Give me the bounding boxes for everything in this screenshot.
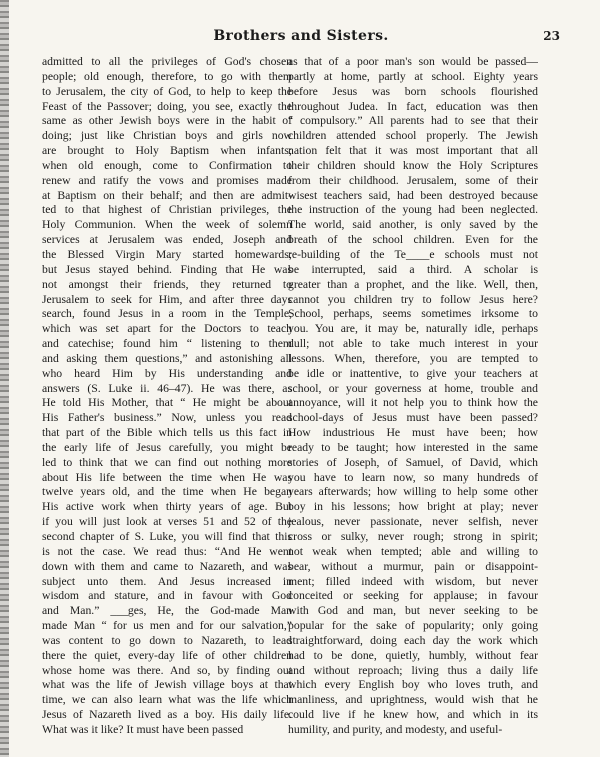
text-line: partly at home, partly at school. Eighty years	[288, 69, 538, 83]
text-line: be interrupted, said a third. A scholar is	[288, 262, 538, 276]
text-line: doing; just like Christian boys and girls now	[42, 129, 292, 143]
page-header	[42, 24, 560, 50]
text-line: that part of the Bible which tells us this fact in	[42, 426, 292, 440]
text-line: second chapter of S. Luke, you will find that this	[42, 530, 292, 543]
text-line: He told His Mother, that “ He might be about	[42, 396, 292, 410]
text-line: the early life of Jesus carefully, you might be	[42, 440, 292, 454]
text-line: years afterwards; how willing to help some other	[288, 485, 538, 499]
text-line: ment; filled indeed with wisdom, but never	[288, 574, 538, 588]
text-line: which every English boy who loves truth, and	[288, 678, 538, 692]
text-line: about His life between the time when He was	[42, 470, 292, 484]
text-line: whose home was there. And so, by finding out	[42, 663, 292, 677]
text-line: which was set apart for the Doctors to teach	[42, 322, 292, 336]
text-line: not amongst their friends, they returned to	[42, 277, 292, 291]
text-line: twelve years old, and the time when He began	[42, 485, 292, 499]
text-line: annoyance, will it not help you to think how the	[288, 396, 538, 410]
text-line: popular for the sake of popularity; only going	[288, 619, 538, 633]
text-line: cannot you children try to follow Jesus here?	[288, 292, 538, 306]
text-line: from their childhood. Jerusalem, some of their	[288, 173, 538, 187]
text-line: dull; not able to take much interest in your	[288, 337, 538, 351]
text-line: and Man.” ___ges, He, the God-made Man	[42, 604, 292, 618]
text-line: with God and man, but never seeking to be	[288, 604, 538, 618]
text-line: before Jesus was born schools flourished	[288, 84, 538, 98]
text-line: if you will just look at verses 51 and 52 of the	[42, 515, 292, 529]
text-line: children attended school properly. The Jewish	[288, 129, 538, 143]
text-line: you have to learn now, so many hundreds of	[288, 470, 538, 484]
text-line: straightforward, doing each day the work which	[288, 633, 538, 647]
text-line: greater than a prophet, and the like. Well, then,	[288, 277, 538, 291]
text-line: conceited or seeking for applause; in favour	[288, 589, 538, 603]
text-line: at Baptism on their behalf; and then are admit-	[42, 188, 292, 202]
text-line: Feast of the Passover; doing, you see, exactly the	[42, 99, 292, 113]
text-line: School, perhaps, seems sometimes irksome to	[288, 307, 538, 321]
text-line: but Jesus stayed behind. Finding that He was	[42, 262, 292, 276]
text-line: is not the case. We read thus: “And He went	[42, 544, 292, 558]
text-line: and catechise; found him “ listening to them	[42, 337, 292, 351]
text-line: their children should know the Holy Scriptures	[288, 158, 538, 172]
text-line: What was it like? It must have been passed	[42, 722, 244, 736]
text-line: How industrious He must have been; how	[288, 426, 538, 440]
text-line: who heard Him by His understanding and	[42, 366, 292, 380]
text-line: not weak when tempted; able and willing to	[288, 544, 538, 558]
right-text-column	[288, 55, 538, 738]
text-line: bear, without a murmur, pain or disappoint-	[288, 559, 538, 573]
text-line: was content to go down to Nazareth, to lead	[42, 633, 292, 647]
text-line: Holy Communion. When the week of solemn	[42, 218, 292, 232]
text-line: the Blessed Virgin Mary started homewards;	[42, 247, 292, 261]
text-line: boy in his lessons; how bright at play; never	[288, 500, 538, 514]
text-line: made Man “ for us men and for our salvation,”	[42, 619, 292, 633]
text-line: you. You are, it may be, naturally idle, perhaps	[288, 322, 538, 336]
text-line: jealous, never passionate, never selfish, never	[288, 515, 538, 529]
text-line: down with them and came to Nazareth, and was	[42, 559, 292, 573]
page-number: 23	[543, 29, 560, 43]
text-line: time, we can also learn what was the life which	[42, 693, 292, 707]
text-line: cross or sulky, never rough; strong in spirit;	[288, 530, 538, 543]
text-line: search, found Jesus in a room in the Temple,	[42, 307, 292, 321]
text-line: “ compulsory.” All parents had to see that their	[288, 114, 538, 128]
text-line: wisest teachers said, had been destroyed because	[288, 188, 538, 202]
text-line: manliness, and uprightness, would wish that he	[288, 693, 538, 707]
text-line: wisdom and stature, and in favour with God	[42, 589, 292, 603]
text-line: and asking them questions,” and astonishing all	[42, 351, 292, 365]
text-line: led to think that we can find out nothing more	[42, 455, 292, 469]
text-line: answers (S. Luke ii. 46–47). He was there, as	[42, 381, 292, 395]
text-line: when old enough, come to Confirmation to	[42, 158, 292, 172]
text-line: could live if he knew how, and which in its	[288, 708, 538, 722]
text-line: school-days of Jesus must have been passed?	[288, 411, 538, 425]
text-line: be idle or inattentive, to give your teachers at	[288, 366, 538, 380]
text-line: admitted to all the privileges of God's chosen	[42, 55, 292, 68]
left-text-column	[42, 55, 292, 738]
text-line: His Father's business.” Now, unless you read	[42, 411, 292, 425]
text-line: school, or your governess at home, trouble and	[288, 381, 538, 395]
text-line: had to be done, quietly, humbly, without fear	[288, 648, 538, 662]
text-line: Jesus of Nazareth lived as a boy. His daily life.	[42, 708, 292, 722]
text-line: renew and ratify the vows and promises made	[42, 173, 292, 187]
text-line: people; old enough, therefore, to go with them	[42, 69, 292, 83]
text-line: services at Jerusalem was ended, Joseph and	[42, 233, 292, 247]
text-line: what was the life of Jewish village boys at that	[42, 678, 292, 692]
text-line: breath of the school children. Even for the	[288, 233, 538, 247]
text-line: the instruction of the young had been neglected.	[288, 203, 538, 217]
text-line: are brought to Holy Baptism when infants;	[42, 144, 292, 158]
text-line: subject unto them. And Jesus increased in	[42, 574, 292, 588]
text-line: as that of a poor man's son would be passed—	[288, 55, 538, 68]
text-line: same as other Jewish boys were in the habit of	[42, 114, 292, 128]
text-line: and without reproach; living thus a daily life	[288, 663, 538, 677]
text-line: humility, and purity, and modesty, and useful-	[288, 722, 503, 736]
text-line: nation felt that it was most important that all	[288, 144, 538, 158]
text-line: re-building of the Te____e schools must not	[288, 247, 538, 261]
text-line: Jerusalem to seek for Him, and after three days	[42, 292, 292, 306]
text-line: throughout Judea. In fact, education was then	[288, 99, 538, 113]
text-line: The world, said another, is only saved by the	[288, 218, 538, 232]
scanned-page-edge	[0, 0, 9, 757]
text-line: lessons. When, therefore, you are tempted to	[288, 351, 538, 365]
text-line: ready to be taught; how interested in the same	[288, 440, 538, 454]
text-line: His active work when thirty years of age. But	[42, 500, 292, 514]
text-line: ted to that highest of Christian privileges, the	[42, 203, 292, 217]
text-line: stories of Joseph, of Samuel, of David, which	[288, 455, 538, 469]
text-line: there the quiet, every-day life of other children	[42, 648, 292, 662]
text-line: to Jerusalem, the city of God, to help to keep the	[42, 84, 292, 98]
running-title: Brothers and Sisters.	[213, 28, 389, 44]
